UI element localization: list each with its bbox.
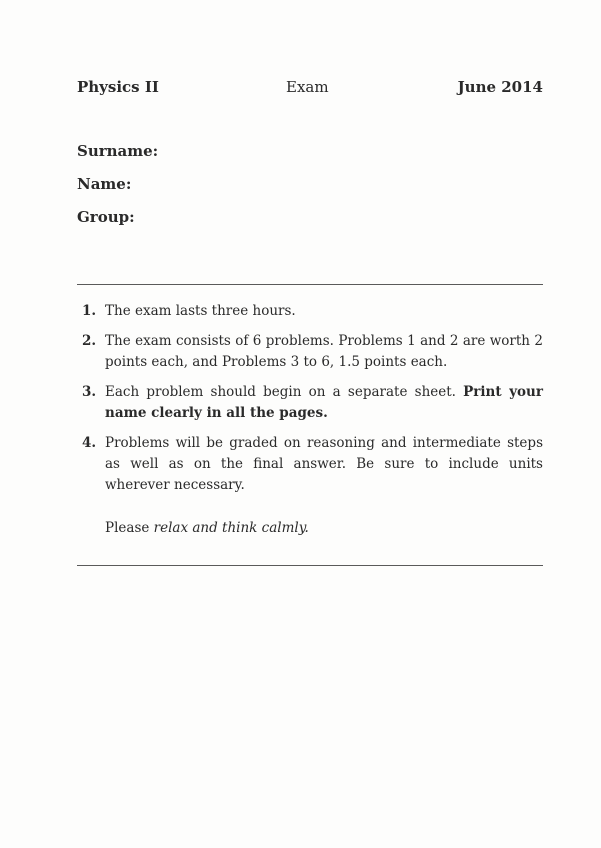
name-label: Name: bbox=[77, 175, 132, 193]
instruction-text: The exam lasts three hours. bbox=[105, 303, 296, 319]
top-divider bbox=[77, 284, 543, 285]
instruction-text: Problems will be graded on reasoning and intermediate steps as well as on the final answer. Be sure to include units wherever necessary. bbox=[105, 435, 543, 493]
instruction-item bbox=[82, 382, 543, 424]
instructions-list bbox=[82, 301, 543, 505]
closing-prefix: Please bbox=[105, 520, 154, 536]
closing-remark bbox=[105, 518, 309, 538]
instruction-emphasis: Print your name clearly in all the pages. bbox=[105, 384, 543, 421]
instruction-number: 4. bbox=[82, 435, 97, 451]
student-fields bbox=[77, 141, 158, 240]
closing-italic: relax and think calmly. bbox=[153, 520, 309, 536]
surname-label: Surname: bbox=[77, 142, 159, 160]
instruction-text: Each problem should begin on a separate sheet. bbox=[105, 384, 456, 400]
header bbox=[77, 78, 543, 100]
instruction-item bbox=[82, 301, 543, 322]
instruction-number: 2. bbox=[82, 333, 97, 349]
exam-label: Exam bbox=[286, 78, 329, 96]
instruction-number: 3. bbox=[82, 384, 97, 400]
instruction-number: 1. bbox=[82, 303, 97, 319]
instruction-item bbox=[82, 331, 543, 373]
course-title: Physics II bbox=[77, 78, 159, 96]
bottom-divider bbox=[77, 565, 543, 566]
instruction-text: The exam consists of 6 problems. Problems 1 and 2 are worth 2 points each, and Problems 3 to 6, 1.5 points each. bbox=[105, 333, 543, 370]
exam-date: June 2014 bbox=[457, 78, 543, 96]
instruction-item bbox=[82, 433, 543, 496]
group-label: Group: bbox=[77, 208, 135, 226]
